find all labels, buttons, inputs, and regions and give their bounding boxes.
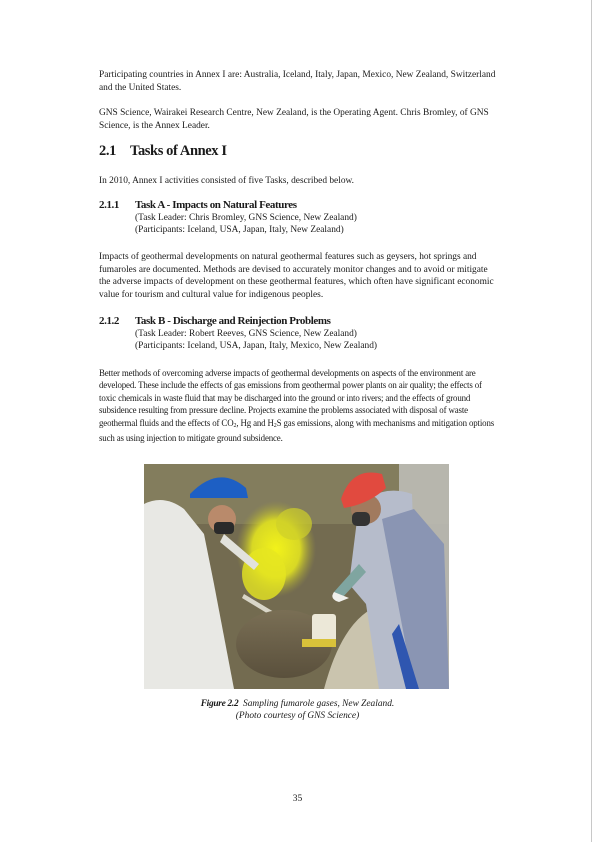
task-a-heading xyxy=(99,199,297,211)
task-b-body-part-2: , Hg and H xyxy=(236,417,274,428)
fumarole-photo xyxy=(144,464,449,689)
task-a-leader: (Task Leader: Chris Bromley, GNS Science, New Zealand) xyxy=(135,213,357,223)
figure-caption xyxy=(0,698,595,710)
task-b-participants: (Participants: Iceland, USA, Japan, Italy, Mexico, New Zealand) xyxy=(135,341,378,351)
page-number: 35 xyxy=(292,794,303,804)
task-b-title: Task B - Discharge and Reinjection Problems xyxy=(135,315,331,327)
h2s-subscript: 2 xyxy=(273,422,277,429)
task-b-body-part-1: Better methods of overcoming adverse impacts of geothermal developments on aspects of the environment are developed. These include the effects of gas emissions from geothermal power plants on air quality; the effects of toxic chemicals in waste fluid that may be discharged into the ground or into rivers; and the effects of ground subsidence resulting from pressure decline. Projects examine the problems associated with disposal of waste geothermal fluids and the effects of CO xyxy=(99,368,482,428)
paragraph-operating-agent: GNS Science, Wairakei Research Centre, New Zealand, is the Operating Agent. Chris Bromley, of GNS Science, is the Annex Leader. xyxy=(99,108,489,131)
task-a-number: 2.1.1 xyxy=(99,199,120,211)
paragraph-tasks-intro: In 2010, Annex I activities consisted of five Tasks, described below. xyxy=(99,176,355,186)
paragraph-task-a-body: Impacts of geothermal developments on natural geothermal features such as geysers, hot springs and fumaroles are documented. Methods are devised to accurately monitor changes and to avoid or mitigate the adverse impacts of development on these geothermal features, which often have significant economic value for tourism and cultural value for indigenous peoples. xyxy=(99,252,494,300)
figure-label: Figure 2.2 xyxy=(200,699,239,709)
photo-illustration xyxy=(144,464,449,689)
task-b-heading xyxy=(99,315,330,327)
paragraph-participating-countries: Participating countries in Annex I are: Australia, Iceland, Italy, Japan, Mexico, New Zealand, Switzerland and the United States. xyxy=(99,70,496,93)
task-b-leader: (Task Leader: Robert Reeves, GNS Science, New Zealand) xyxy=(135,329,357,339)
section-number: 2.1 xyxy=(99,143,116,159)
co2-subscript: 2 xyxy=(233,422,237,429)
paragraph-task-b-body xyxy=(99,367,499,444)
task-b-body-part-3: S gas emissions, along with mechanisms and mitigation options such as using injection to mitigate ground subsidence. xyxy=(99,417,495,444)
figure-caption-text: Sampling fumarole gases, New Zealand. xyxy=(243,699,395,709)
task-a-title: Task A - Impacts on Natural Features xyxy=(135,199,297,211)
section-title: Tasks of Annex I xyxy=(130,143,227,159)
figure-credit: (Photo courtesy of GNS Science) xyxy=(235,711,360,721)
task-b-number: 2.1.2 xyxy=(99,315,120,327)
task-a-participants: (Participants: Iceland, USA, Japan, Italy, New Zealand) xyxy=(135,225,344,235)
section-heading xyxy=(99,143,227,160)
